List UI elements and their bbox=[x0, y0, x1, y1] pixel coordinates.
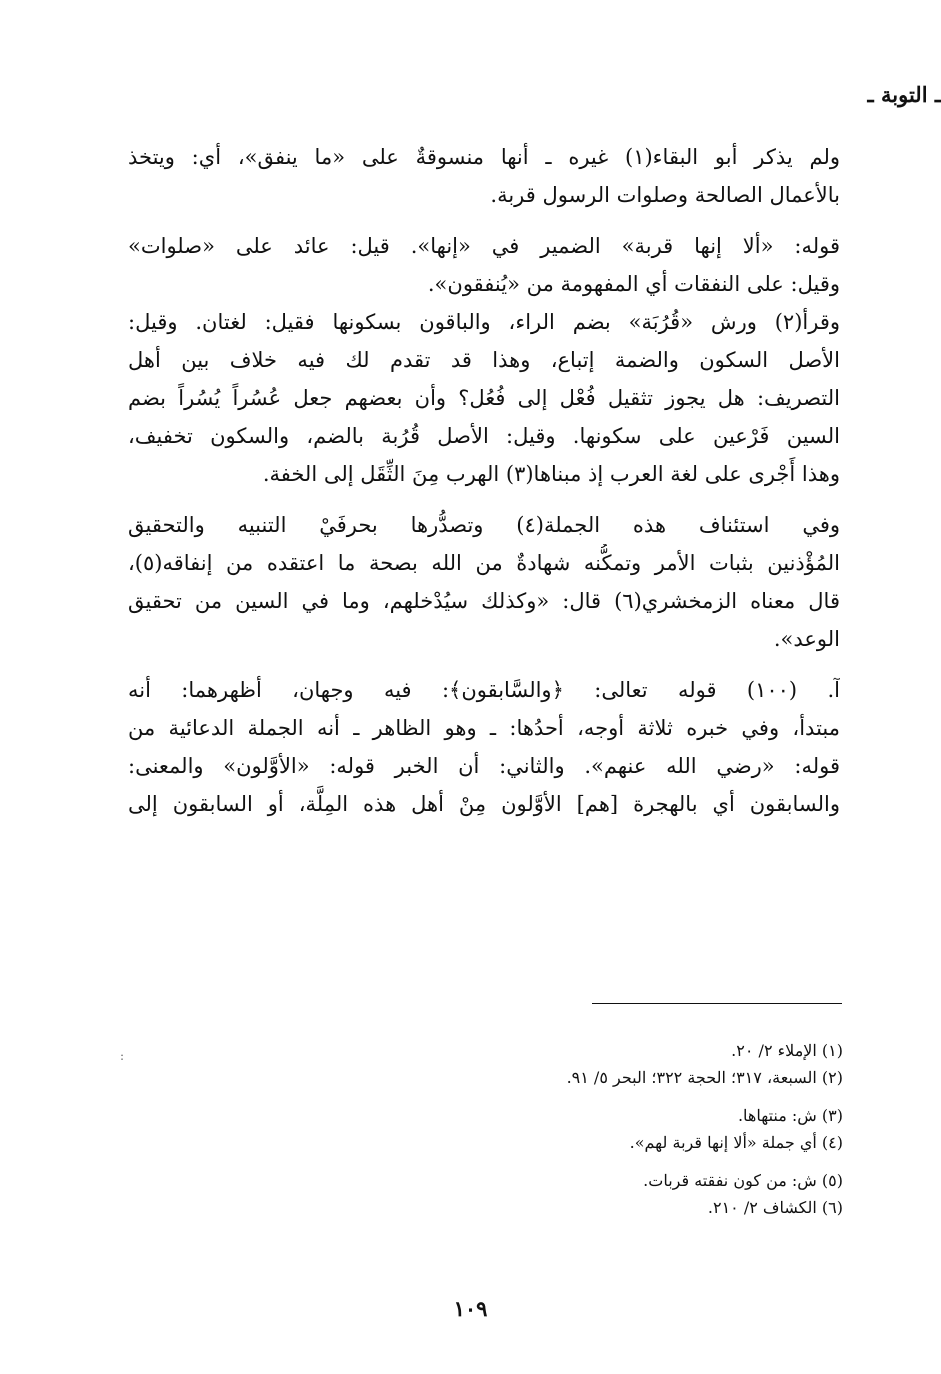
main-text bbox=[128, 138, 840, 836]
footnote: (٣) ش: منتهاها. bbox=[737, 1106, 843, 1125]
text-line: قوله: «ألا إنها قربة» الضمير في «إنها». قيل: عائد على «صلوات» bbox=[128, 234, 840, 258]
footnote: (٦) الكشاف ٢/ ٢١٠. bbox=[707, 1198, 843, 1217]
text-line: وقرأ(٢) ورش «قُرُبَة» بضم الراء، والباقون بسكونها فقيل: لغتان. وقيل: bbox=[128, 310, 840, 334]
paragraph bbox=[128, 506, 840, 658]
footnote: (٥) ش: من كون نفقته قربات. bbox=[643, 1171, 843, 1190]
footnotes bbox=[423, 1037, 843, 1221]
margin-mark: : bbox=[120, 1049, 125, 1063]
text-line: بالأعمال الصالحة وصلوات الرسول قربة. bbox=[490, 183, 840, 207]
text-line: آ. (١٠٠) قوله تعالى: ﴿والسَّابقون﴾: فيه وجهان، أظهرهما: أنه bbox=[128, 678, 840, 702]
text-line: والسابقون أي بالهجرة [هم] الأوَّلون مِنْ أهل هذه المِلَّة، أو السابقون إلى bbox=[128, 792, 840, 816]
running-header: ـ التوبة ـ bbox=[867, 82, 941, 107]
text-line: السين فَرْعين على سكونها. وقيل: الأصل قُرُبة بالضم، والسكون تخفيف، bbox=[128, 424, 840, 448]
text-line: وهذا أَجْرى على لغة العرب إذ مبناها(٣) الهرب مِنَ الثِّقَل إلى الخفة. bbox=[262, 462, 840, 486]
paragraph bbox=[128, 138, 840, 214]
text-line: مبتدأ، وفي خبره ثلاثة أوجه، أحدُها: ـ وهو الظاهر ـ أنه الجملة الدعائية من bbox=[128, 716, 840, 740]
footnote: (٢) السبعة، ٣١٧؛ الحجة ٣٢٢؛ البحر ٥/ ٩١. bbox=[566, 1068, 843, 1087]
text-line: وقيل: على النفقات أي المفهومة من «يُنفقون». bbox=[427, 272, 840, 296]
text-line: قال معناه الزمخشري(٦) قال: «وكذلك سيُدْخلهم، وما في السين من تحقيق bbox=[128, 589, 840, 613]
footnote-divider bbox=[592, 1003, 842, 1004]
text-line: الوعد». bbox=[773, 627, 840, 651]
footnote: (١) الإملاء ٢/ ٢٠. bbox=[731, 1041, 843, 1060]
footnote: (٤) أي جملة «ألا إنها قربة لهم». bbox=[629, 1133, 843, 1152]
text-line: التصريف: هل يجوز تثقيل فُعْل إلى فُعُل؟ وأن بعضهم جعل عُسُراً يُسُراً بضم bbox=[128, 386, 840, 410]
page-number: ١٠٩ bbox=[453, 1296, 488, 1321]
text-line: المُؤْذنين بثبات الأمر وتمكُّنه شهادةٌ من الله بصحة ما اعتقده من إنفاقه(٥)، bbox=[128, 551, 840, 575]
paragraph bbox=[128, 227, 840, 493]
text-line: ولم يذكر أبو البقاء(١) غيره ـ أنها منسوقةٌ على «ما ينفق»، أي: ويتخذ bbox=[128, 145, 840, 169]
text-line: الأصل السكون والضمة إتباع، وهذا قد تقدم لك فيه خلاف بين أهل bbox=[128, 348, 840, 372]
text-line: وفي استئناف هذه الجملة(٤) وتصدُّرها بحرفَيْ التنبيه والتحقيق bbox=[128, 513, 840, 537]
paragraph bbox=[128, 671, 840, 823]
text-line: قوله: «رضي الله عنهم». والثاني: أن الخبر قوله: «الأوَّلون» والمعنى: bbox=[128, 754, 840, 778]
